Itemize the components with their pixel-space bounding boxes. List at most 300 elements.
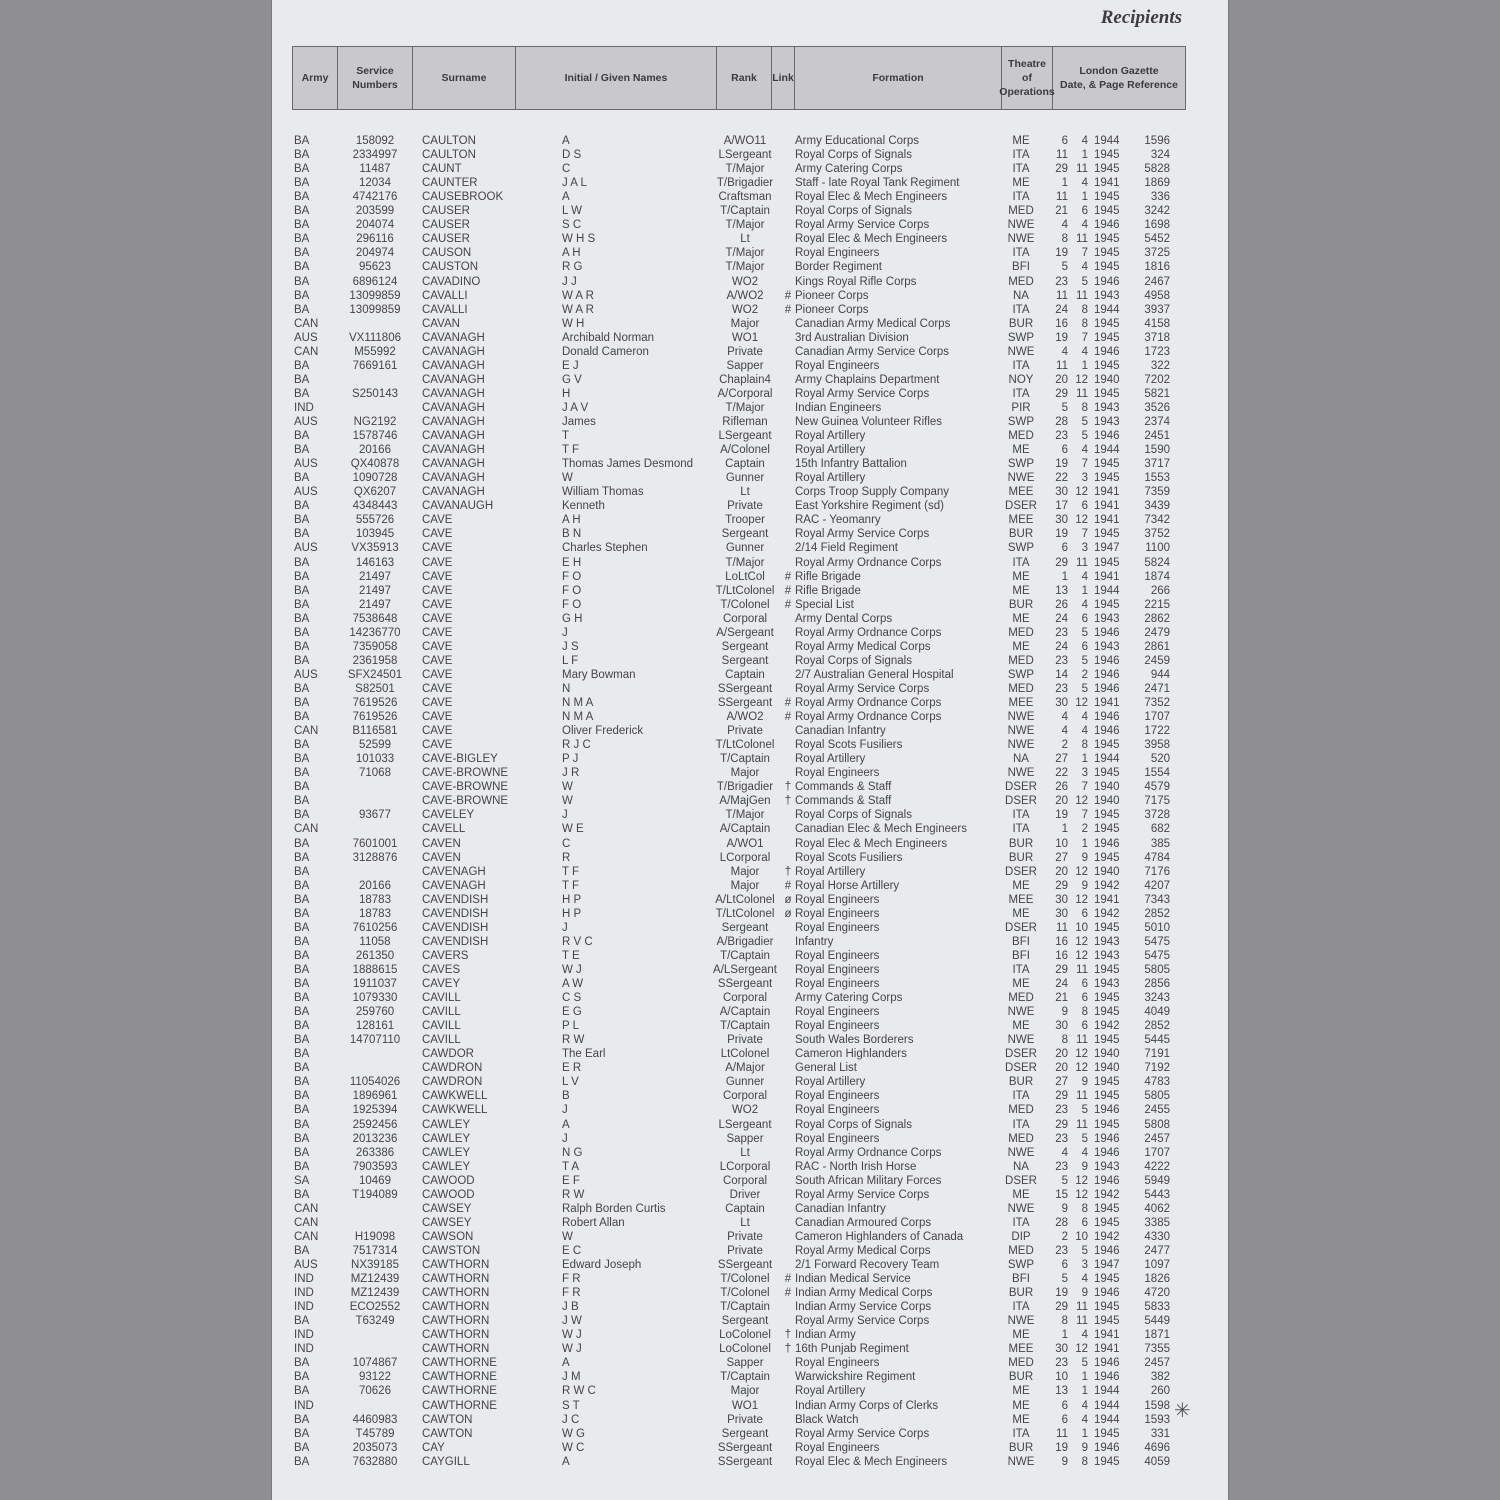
- given-names-cell: J M: [562, 1371, 581, 1384]
- gazette-month-cell: 12: [1075, 795, 1088, 808]
- surname-cell: CAWSTON: [422, 1244, 481, 1257]
- gazette-day-cell: 9: [1061, 1006, 1068, 1019]
- surname-cell: CAVE: [422, 668, 453, 681]
- rank-cell: WO2: [731, 275, 759, 288]
- table-row: [272, 612, 1228, 626]
- table-row: [272, 1272, 1228, 1286]
- service-number-cell: 21497: [359, 570, 391, 583]
- gazette-month-cell: 11: [1076, 387, 1088, 400]
- table-row: [272, 1216, 1228, 1230]
- given-names-cell: G H: [562, 612, 583, 625]
- table-row: [272, 1342, 1228, 1356]
- army-cell: BA: [294, 1357, 310, 1370]
- service-number-cell: 10469: [359, 1174, 391, 1187]
- rank-cell: WO1: [731, 1399, 759, 1412]
- gazette-day-cell: 30: [1055, 697, 1068, 709]
- gazette-year-cell: 1945: [1094, 809, 1120, 822]
- table-row: [272, 1286, 1228, 1300]
- formation-cell: Royal Elec & Mech Engineers: [795, 837, 948, 850]
- given-names-cell: J: [562, 921, 568, 934]
- service-number-cell: 93122: [359, 1371, 391, 1384]
- theatre-cell: BUR: [1008, 1076, 1034, 1089]
- theatre-cell: ME: [1012, 1020, 1030, 1033]
- gazette-month-cell: 8: [1081, 401, 1088, 414]
- gazette-year-cell: 1941: [1094, 500, 1120, 513]
- gazette-page-cell: 2451: [1144, 430, 1170, 443]
- surname-cell: CAWLEY: [422, 1118, 471, 1131]
- link-cell: ø: [784, 893, 792, 906]
- service-number-cell: 21497: [359, 584, 391, 597]
- table-row: [272, 373, 1228, 387]
- header-formation: Formation: [795, 47, 1002, 109]
- service-number-cell: 1925394: [352, 1104, 398, 1117]
- army-cell: BA: [294, 289, 310, 302]
- rank-cell: T/Brigadier: [716, 781, 774, 794]
- army-cell: CAN: [294, 823, 319, 836]
- army-cell: BA: [294, 387, 310, 400]
- gazette-page-cell: 7191: [1144, 1048, 1170, 1061]
- gazette-page-cell: 5445: [1144, 1034, 1170, 1047]
- formation-cell: Royal Army Ordnance Corps: [795, 697, 942, 709]
- gazette-page-cell: 3718: [1144, 331, 1170, 344]
- surname-cell: CAWSON: [422, 1230, 474, 1243]
- surname-cell: CAVEN: [422, 851, 461, 864]
- army-cell: BA: [294, 1315, 310, 1328]
- table-row: [272, 654, 1228, 668]
- gazette-page-cell: 2856: [1144, 978, 1170, 990]
- theatre-cell: MED: [1008, 1244, 1034, 1257]
- gazette-page-cell: 260: [1150, 1385, 1170, 1398]
- theatre-cell: DSER: [1005, 921, 1037, 934]
- gazette-day-cell: 28: [1055, 416, 1068, 428]
- army-cell: BA: [294, 570, 310, 583]
- surname-cell: CAVE-BROWNE: [422, 795, 509, 808]
- given-names-cell: W A R: [562, 303, 594, 316]
- given-names-cell: W C: [562, 1441, 585, 1454]
- formation-cell: Royal Engineers: [795, 1357, 880, 1370]
- table-row: [272, 1061, 1228, 1075]
- gazette-day-cell: 28: [1055, 1216, 1068, 1229]
- gazette-month-cell: 7: [1081, 458, 1088, 471]
- gazette-year-cell: 1942: [1094, 1188, 1120, 1201]
- theatre-cell: MEE: [1008, 1343, 1034, 1356]
- formation-cell: Royal Engineers: [795, 963, 880, 976]
- gazette-month-cell: 5: [1081, 416, 1088, 428]
- gazette-month-cell: 4: [1081, 711, 1088, 724]
- surname-cell: CAWTHORNE: [422, 1385, 497, 1398]
- gazette-year-cell: 1945: [1094, 387, 1120, 400]
- table-row: [272, 1427, 1228, 1441]
- army-cell: BA: [294, 879, 310, 892]
- gazette-month-cell: 12: [1075, 949, 1088, 962]
- given-names-cell: P L: [562, 1020, 580, 1033]
- formation-cell: Army Dental Corps: [795, 612, 893, 625]
- service-number-cell: QX6207: [353, 486, 397, 499]
- theatre-cell: ME: [1012, 612, 1030, 625]
- surname-cell: CAVERS: [422, 949, 469, 962]
- formation-cell: Royal Engineers: [795, 978, 880, 990]
- table-row: [272, 1258, 1228, 1272]
- gazette-year-cell: 1946: [1094, 1132, 1120, 1145]
- surname-cell: CAWTON: [422, 1427, 473, 1440]
- formation-cell: Indian Medical Service: [795, 1273, 911, 1286]
- rank-cell: Sergeant: [721, 640, 769, 653]
- table-row: [272, 977, 1228, 991]
- gazette-day-cell: 23: [1055, 1132, 1068, 1145]
- surname-cell: CAWLEY: [422, 1146, 471, 1159]
- theatre-cell: NWE: [1007, 1034, 1035, 1047]
- army-cell: BA: [294, 1104, 310, 1117]
- service-number-cell: 4460983: [352, 1413, 398, 1426]
- service-number-cell: 1888615: [352, 963, 398, 976]
- gazette-month-cell: 7: [1081, 247, 1088, 260]
- rank-cell: Captain: [725, 458, 765, 471]
- given-names-cell: T: [562, 430, 570, 443]
- gazette-year-cell: 1946: [1094, 1371, 1120, 1384]
- formation-cell: Royal Engineers: [795, 893, 880, 906]
- army-cell: BA: [294, 1146, 310, 1159]
- table-row: [272, 331, 1228, 345]
- gazette-day-cell: 4: [1061, 219, 1068, 232]
- gazette-year-cell: 1945: [1094, 331, 1120, 344]
- service-number-cell: 203599: [355, 205, 395, 218]
- gazette-year-cell: 1945: [1094, 205, 1120, 218]
- rank-cell: A/Sergeant: [716, 626, 774, 639]
- gazette-year-cell: 1943: [1094, 935, 1120, 948]
- formation-cell: Royal Artillery: [795, 1076, 866, 1089]
- service-number-cell: 71068: [359, 767, 391, 780]
- service-number-cell: 21497: [359, 598, 391, 611]
- link-cell: #: [784, 697, 792, 709]
- army-cell: BA: [294, 1020, 310, 1033]
- table-row: [272, 289, 1228, 303]
- rank-cell: Corporal: [722, 1090, 768, 1103]
- gazette-month-cell: 11: [1076, 1315, 1088, 1328]
- gazette-page-cell: 5805: [1144, 963, 1170, 976]
- given-names-cell: Kenneth: [562, 500, 605, 513]
- table-row: [272, 260, 1228, 274]
- army-cell: SA: [294, 1174, 310, 1187]
- theatre-cell: ME: [1012, 177, 1030, 190]
- theatre-cell: MED: [1008, 654, 1034, 667]
- formation-cell: Staff - late Royal Tank Regiment: [795, 177, 960, 190]
- service-number-cell: 1896961: [352, 1090, 398, 1103]
- gazette-page-cell: 520: [1150, 753, 1170, 766]
- service-number-cell: 3128876: [352, 851, 398, 864]
- gazette-year-cell: 1945: [1094, 317, 1120, 330]
- document-page: [272, 0, 1228, 1500]
- page-title: Recipients: [1100, 7, 1182, 28]
- gazette-month-cell: 4: [1081, 135, 1088, 147]
- gazette-day-cell: 19: [1055, 809, 1068, 822]
- link-cell: †: [784, 781, 792, 794]
- table-row: [272, 822, 1228, 836]
- given-names-cell: W J: [562, 1329, 582, 1342]
- formation-cell: Royal Engineers: [795, 1006, 880, 1019]
- army-cell: BA: [294, 1455, 310, 1468]
- theatre-cell: MED: [1008, 275, 1034, 288]
- table-row: [272, 148, 1228, 162]
- gazette-month-cell: 7: [1081, 331, 1088, 344]
- surname-cell: CAVEN: [422, 837, 461, 850]
- gazette-page-cell: 7343: [1144, 893, 1170, 906]
- service-number-cell: 13099859: [349, 303, 401, 316]
- gazette-day-cell: 30: [1055, 514, 1068, 527]
- gazette-day-cell: 20: [1055, 1062, 1068, 1075]
- service-number-cell: 7601001: [352, 837, 398, 850]
- gazette-month-cell: 11: [1076, 289, 1088, 302]
- service-number-cell: 18783: [359, 893, 391, 906]
- gazette-year-cell: 1946: [1094, 682, 1120, 695]
- given-names-cell: F O: [562, 598, 582, 611]
- theatre-cell: BUR: [1008, 528, 1034, 541]
- formation-cell: East Yorkshire Regiment (sd): [795, 500, 944, 513]
- gazette-page-cell: 4049: [1144, 1006, 1170, 1019]
- table-row: [272, 499, 1228, 513]
- gazette-year-cell: 1940: [1094, 781, 1120, 794]
- gazette-day-cell: 17: [1055, 500, 1068, 513]
- theatre-cell: DSER: [1005, 1174, 1037, 1187]
- surname-cell: CAULTON: [422, 149, 476, 162]
- surname-cell: CAWTHORN: [422, 1287, 490, 1300]
- table-row: [272, 865, 1228, 879]
- gazette-year-cell: 1944: [1094, 584, 1120, 597]
- rank-cell: A/Brigadier: [716, 935, 774, 948]
- gazette-page-cell: 1553: [1144, 472, 1170, 485]
- army-cell: IND: [294, 1287, 314, 1300]
- rank-cell: Major: [730, 1385, 760, 1398]
- theatre-cell: NA: [1013, 289, 1029, 302]
- rank-cell: WO2: [731, 1104, 759, 1117]
- gazette-month-cell: 8: [1081, 1455, 1088, 1468]
- gazette-day-cell: 6: [1061, 542, 1068, 555]
- army-cell: BA: [294, 935, 310, 948]
- theatre-cell: ITA: [1012, 163, 1030, 176]
- service-number-cell: 70626: [359, 1385, 391, 1398]
- gazette-day-cell: 1: [1061, 1329, 1068, 1342]
- gazette-month-cell: 4: [1081, 444, 1088, 457]
- army-cell: IND: [294, 1329, 314, 1342]
- table-row: [272, 893, 1228, 907]
- table-row: [272, 303, 1228, 317]
- army-cell: AUS: [294, 668, 318, 681]
- gazette-year-cell: 1946: [1094, 1441, 1120, 1454]
- surname-cell: CAVENAGH: [422, 879, 486, 892]
- surname-cell: CAVE: [422, 697, 453, 709]
- link-cell: †: [784, 1329, 792, 1342]
- gazette-page-cell: 1816: [1144, 261, 1170, 274]
- link-cell: #: [784, 289, 792, 302]
- given-names-cell: H: [562, 387, 571, 400]
- formation-cell: Army Catering Corps: [795, 163, 903, 176]
- table-row: [272, 794, 1228, 808]
- gazette-year-cell: 1941: [1094, 570, 1120, 583]
- formation-cell: Cameron Highlanders of Canada: [795, 1230, 964, 1243]
- given-names-cell: G V: [562, 373, 582, 386]
- table-row: [272, 1356, 1228, 1370]
- army-cell: AUS: [294, 458, 318, 471]
- service-number-cell: 128161: [355, 1020, 395, 1033]
- gazette-month-cell: 1: [1081, 837, 1088, 850]
- gazette-page-cell: 4783: [1144, 1076, 1170, 1089]
- surname-cell: CAUSER: [422, 205, 470, 218]
- service-number-cell: 2592456: [352, 1118, 398, 1131]
- formation-cell: 2/7 Australian General Hospital: [795, 668, 954, 681]
- gazette-day-cell: 11: [1056, 921, 1068, 934]
- gazette-page-cell: 7202: [1144, 373, 1170, 386]
- rank-cell: Private: [727, 1034, 763, 1047]
- army-cell: IND: [294, 1399, 314, 1412]
- formation-cell: 16th Punjab Regiment: [795, 1343, 909, 1356]
- surname-cell: CAVE-BROWNE: [422, 781, 509, 794]
- theatre-cell: ME: [1012, 570, 1030, 583]
- gazette-year-cell: 1944: [1094, 1399, 1120, 1412]
- theatre-cell: DSER: [1005, 500, 1037, 513]
- table-row: [272, 1132, 1228, 1146]
- table-row: [272, 176, 1228, 190]
- gazette-page-cell: 4579: [1144, 781, 1170, 794]
- service-number-cell: 101033: [355, 753, 395, 766]
- link-cell: #: [784, 303, 792, 316]
- gazette-month-cell: 10: [1075, 921, 1088, 934]
- gazette-year-cell: 1941: [1094, 1343, 1120, 1356]
- gazette-page-cell: 4958: [1144, 289, 1170, 302]
- rank-cell: T/Captain: [720, 1301, 770, 1314]
- surname-cell: CAWDRON: [422, 1062, 483, 1075]
- gazette-year-cell: 1946: [1094, 725, 1120, 738]
- surname-cell: CAVE: [422, 626, 453, 639]
- surname-cell: CAVENDISH: [422, 935, 489, 948]
- rank-cell: Private: [727, 725, 763, 738]
- service-number-cell: 11058: [359, 935, 391, 948]
- surname-cell: CAVAN: [422, 317, 460, 330]
- theatre-cell: MED: [1008, 205, 1034, 218]
- gazette-year-cell: 1945: [1094, 247, 1120, 260]
- theatre-cell: ME: [1012, 1329, 1030, 1342]
- service-number-cell: 20166: [359, 444, 391, 457]
- gazette-month-cell: 9: [1081, 1287, 1088, 1300]
- army-cell: BA: [294, 654, 310, 667]
- gazette-year-cell: 1945: [1094, 233, 1120, 246]
- gazette-month-cell: 8: [1081, 1006, 1088, 1019]
- given-names-cell: J A L: [562, 177, 587, 190]
- gazette-day-cell: 1: [1061, 823, 1068, 836]
- army-cell: BA: [294, 781, 310, 794]
- theatre-cell: BFI: [1012, 261, 1030, 274]
- formation-cell: 2/1 Forward Recovery Team: [795, 1259, 940, 1271]
- theatre-cell: ITA: [1012, 1216, 1030, 1229]
- given-names-cell: F O: [562, 570, 582, 583]
- surname-cell: CAVANAGH: [422, 373, 485, 386]
- service-number-cell: 20166: [359, 879, 391, 892]
- service-number-cell: 18783: [359, 907, 391, 920]
- army-cell: BA: [294, 795, 310, 808]
- theatre-cell: ME: [1012, 1413, 1030, 1426]
- formation-cell: Royal Corps of Signals: [795, 1118, 912, 1131]
- table-row: [272, 485, 1228, 499]
- surname-cell: CAWTHORNE: [422, 1371, 497, 1384]
- gazette-page-cell: 4059: [1144, 1455, 1170, 1468]
- formation-cell: General List: [795, 1062, 858, 1075]
- formation-cell: Royal Scots Fusiliers: [795, 739, 903, 752]
- formation-cell: Royal Army Service Corps: [795, 219, 930, 232]
- service-number-cell: 2361958: [352, 654, 398, 667]
- army-cell: BA: [294, 809, 310, 822]
- surname-cell: CAUNTER: [422, 177, 478, 190]
- service-number-cell: 1090728: [352, 472, 398, 485]
- service-number-cell: H19098: [354, 1230, 396, 1243]
- gazette-year-cell: 1944: [1094, 444, 1120, 457]
- gazette-month-cell: 1: [1081, 584, 1088, 597]
- given-names-cell: J S: [562, 640, 579, 653]
- service-number-cell: 1578746: [352, 430, 398, 443]
- formation-cell: Royal Engineers: [795, 907, 880, 920]
- gazette-page-cell: 7192: [1144, 1062, 1170, 1075]
- rank-cell: Corporal: [722, 1174, 768, 1187]
- gazette-month-cell: 12: [1075, 1343, 1088, 1356]
- table-row: [272, 907, 1228, 921]
- gazette-month-cell: 1: [1081, 1371, 1088, 1384]
- gazette-year-cell: 1942: [1094, 907, 1120, 920]
- service-number-cell: M55992: [354, 345, 396, 358]
- theatre-cell: NWE: [1007, 233, 1035, 246]
- gazette-year-cell: 1945: [1094, 261, 1120, 274]
- theatre-cell: NA: [1013, 1160, 1029, 1173]
- army-cell: BA: [294, 992, 310, 1005]
- theatre-cell: DSER: [1005, 1048, 1037, 1061]
- gazette-page-cell: 5443: [1144, 1188, 1170, 1201]
- given-names-cell: T F: [562, 444, 580, 457]
- gazette-day-cell: 6: [1061, 1399, 1068, 1412]
- gazette-month-cell: 5: [1081, 626, 1088, 639]
- link-cell: #: [784, 584, 792, 597]
- surname-cell: CAVADINO: [422, 275, 481, 288]
- army-cell: BA: [294, 949, 310, 962]
- rank-cell: Private: [727, 1413, 763, 1426]
- service-number-cell: 7619526: [352, 697, 398, 709]
- army-cell: AUS: [294, 542, 318, 555]
- gazette-page-cell: 3717: [1144, 458, 1170, 471]
- gazette-day-cell: 27: [1055, 1076, 1068, 1089]
- gazette-page-cell: 5452: [1144, 233, 1170, 246]
- rank-cell: Major: [730, 865, 760, 878]
- given-names-cell: Donald Cameron: [562, 345, 649, 358]
- rank-cell: T/Major: [725, 401, 765, 414]
- formation-cell: Royal Artillery: [795, 444, 866, 457]
- surname-cell: CAWKWELL: [422, 1104, 488, 1117]
- gazette-day-cell: 30: [1055, 1343, 1068, 1356]
- gazette-year-cell: 1941: [1094, 514, 1120, 527]
- link-cell: ø: [784, 907, 792, 920]
- theatre-cell: ITA: [1012, 963, 1030, 976]
- gazette-month-cell: 12: [1075, 1048, 1088, 1061]
- gazette-month-cell: 7: [1081, 528, 1088, 541]
- army-cell: BA: [294, 837, 310, 850]
- formation-cell: Kings Royal Rifle Corps: [795, 275, 917, 288]
- theatre-cell: MED: [1008, 1104, 1034, 1117]
- army-cell: BA: [294, 514, 310, 527]
- theatre-cell: ITA: [1012, 556, 1030, 569]
- army-cell: BA: [294, 177, 310, 190]
- gazette-day-cell: 26: [1055, 598, 1068, 611]
- given-names-cell: Ralph Borden Curtis: [562, 1202, 666, 1215]
- surname-cell: CAUSER: [422, 233, 470, 246]
- gazette-month-cell: 5: [1081, 654, 1088, 667]
- rank-cell: A/WO1: [726, 837, 764, 850]
- gazette-year-cell: 1946: [1094, 1174, 1120, 1187]
- surname-cell: CAVANAGH: [422, 472, 485, 485]
- theatre-cell: NOY: [1008, 373, 1034, 386]
